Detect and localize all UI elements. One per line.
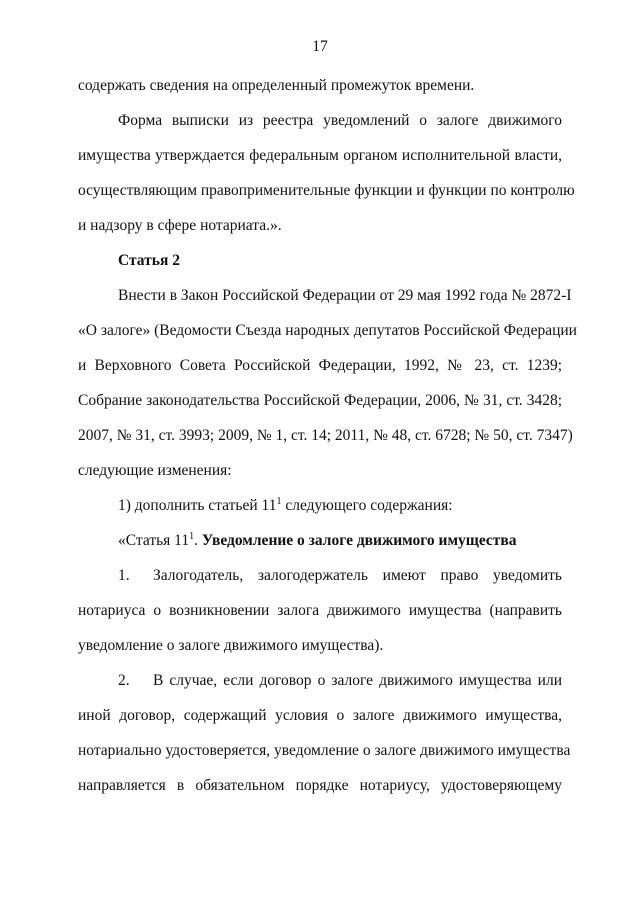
text-line: иной договор, содержащий условия о залоге движимого имущества, [78,707,562,724]
text-line: следующие изменения: [78,462,232,479]
article-title: Уведомление о залоге движимого имущества [201,532,517,549]
text-line: уведомление о залоге движимого имущества). [78,637,384,654]
text-line: 2007, № 31, ст. 3993; 2009, № 1, ст. 14; 2011, № 48, ст. 6728; № 50, ст. 7347) [78,427,573,444]
text-line: В случае, если договор о залоге движимого имущества или [153,672,562,689]
text-line: осуществляющим правоприменительные функции и функции по контролю [78,182,575,199]
text-line: и надзору в сфере нотариата.». [78,217,282,234]
text-fragment: 1) дополнить статьей 11 [118,497,277,514]
text-line: нотариально удостоверяется, уведомление о залоге движимого имущества [78,742,571,759]
text-line: «О залоге» (Ведомости Съезда народных депутатов Российской Федерации [78,322,577,339]
item-number: 2. [118,672,130,689]
text-fragment: . [194,532,202,549]
text-line: нотариуса о возникновении залога движимого имущества (направить [78,602,562,619]
text-line [118,496,562,516]
superscript: 1 [276,496,282,507]
text-line: и Верховного Совета Российской Федерации, 1992, № 23, ст. 1239; [78,357,562,374]
article-11-1-heading [118,531,562,551]
page-number: 17 [312,38,328,55]
text-line: Форма выписки из реестра уведомлений о залоге движимого [118,112,562,129]
text-line: имущества утверждается федеральным органом исполнительной власти, [78,147,562,164]
text-fragment: «Статья 11 [118,532,190,549]
item-number: 1. [118,567,130,584]
text-line: Внести в Закон Российской Федерации от 29 мая 1992 года № 2872-I [118,287,572,304]
article-heading: Статья 2 [118,252,180,269]
text-line: направляется в обязательном порядке нотариусу, удостоверяющему [78,777,562,794]
superscript: 1 [189,531,195,542]
text-line: Собрание законодательства Российской Федерации, 2006, № 31, ст. 3428; [78,392,562,409]
text-line: Залогодатель, залогодержатель имеют право уведомить [153,567,562,584]
text-line: содержать сведения на определенный промежуток времени. [78,77,475,94]
text-fragment: следующего содержания: [281,497,453,514]
